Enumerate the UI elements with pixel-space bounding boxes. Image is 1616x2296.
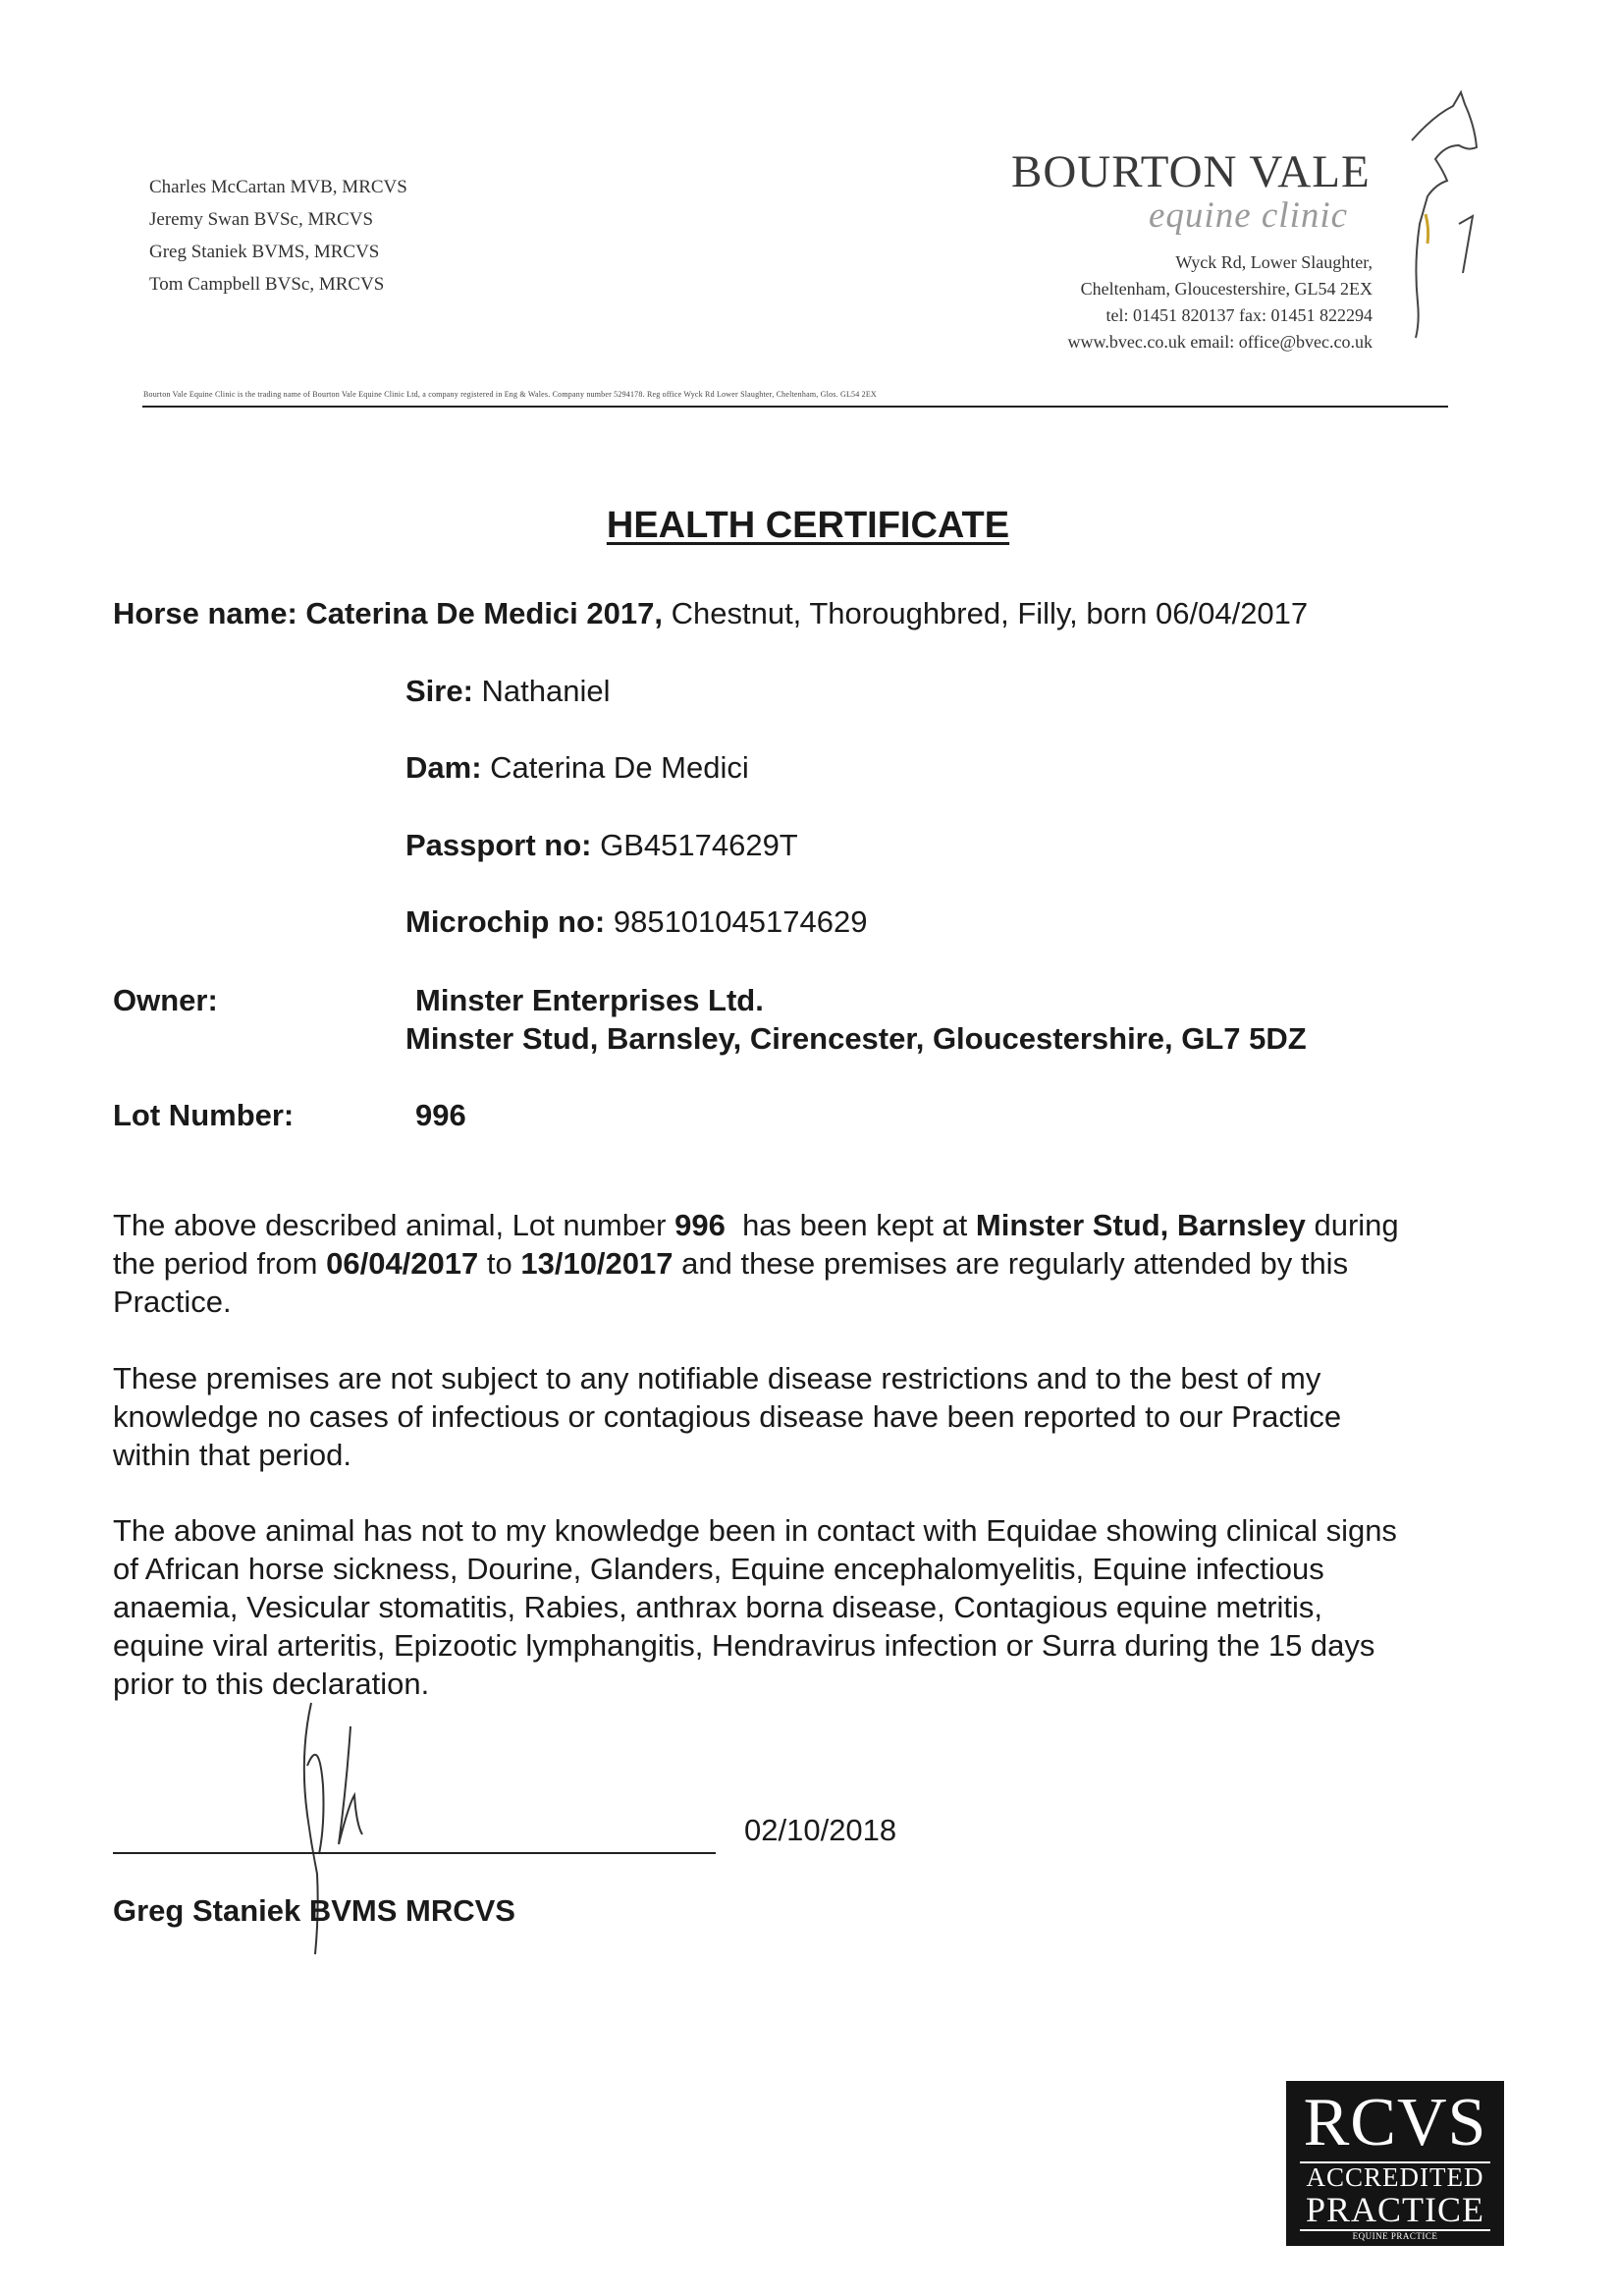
microchip-row (405, 904, 867, 940)
vet-name: Charles McCartan MVB, MRCVS (149, 177, 407, 197)
paragraph-line: within that period. (113, 1438, 351, 1472)
paragraph-line: anaemia, Vesicular stomatitis, Rabies, anthrax borna disease, Contagious equine metritis, (113, 1590, 1323, 1624)
header-divider (142, 406, 1448, 408)
owner-label: Owner: (113, 983, 218, 1017)
passport-label: Passport no: (405, 828, 592, 862)
passport-value: GB45174629T (600, 828, 798, 862)
paragraph-line: The above animal has not to my knowledge been in contact with Equidae showing clinical signs (113, 1513, 1397, 1548)
horse-name-label: Horse name: (113, 596, 297, 630)
lot-number-label: Lot Number: (113, 1098, 295, 1132)
vet-list (149, 171, 407, 301)
clinic-name: BOURTON VALE (1011, 146, 1371, 197)
company-legal-line: Bourton Vale Equine Clinic is the trading name of Bourton Vale Equine Clinic Ltd, a company registered in Eng & Wales. Company number 5294178. Reg office Wyck Rd Lower Slaughter, Cheltenham, Glos. GL54 2EX (143, 390, 877, 399)
paragraph-line: These premises are not subject to any notifiable disease restrictions and to the best of my (113, 1361, 1321, 1395)
signature-line (113, 1852, 716, 1854)
sire-label: Sire: (405, 674, 473, 708)
owner-company: Minster Enterprises Ltd. (415, 983, 764, 1017)
passport-row (405, 828, 798, 863)
web-email-line: www.bvec.co.uk email: office@bvec.co.uk (1067, 332, 1373, 352)
vet-name: Jeremy Swan BVSc, MRCVS (149, 209, 374, 230)
lot-number-value: 996 (415, 1098, 466, 1132)
paragraph-line: The above described animal, Lot number 996 has been kept at Minster Stud, Barnsley during (113, 1208, 1399, 1242)
sire-row (405, 674, 611, 709)
dam-label: Dam: (405, 750, 482, 785)
rcvs-accredited-badge (1286, 2081, 1504, 2246)
horse-head-logo-icon (1374, 86, 1482, 352)
badge-accredited: ACCREDITED (1306, 2162, 1484, 2192)
address-line: Cheltenham, Gloucestershire, GL54 2EX (1080, 279, 1373, 299)
paragraph-line: equine viral arteritis, Epizootic lymphangitis, Hendravirus infection or Surra during the 15 days (113, 1628, 1375, 1663)
sire-value: Nathaniel (481, 674, 611, 708)
badge-rcvs: RCVS (1303, 2085, 1487, 2160)
dam-row (405, 750, 749, 786)
paragraph-line: knowledge no cases of infectious or contagious disease have been reported to our Practice (113, 1399, 1342, 1434)
paragraph-line: Practice. (113, 1285, 232, 1319)
paragraph-premises-kept (113, 1206, 1527, 1321)
badge-practice: PRACTICE (1305, 2190, 1485, 2229)
owner-address: Minster Stud, Barnsley, Cirencester, Gloucestershire, GL7 5DZ (405, 1021, 1307, 1056)
microchip-value: 985101045174629 (613, 904, 868, 939)
horse-name-value: Caterina De Medici 2017, (305, 596, 663, 630)
vet-name: Tom Campbell BVSc, MRCVS (149, 274, 385, 295)
paragraph-line: the period from 06/04/2017 to 13/10/2017 and these premises are regularly attended by this (113, 1246, 1349, 1281)
horse-name-row (113, 596, 1308, 631)
microchip-label: Microchip no: (405, 904, 606, 939)
signature-date: 02/10/2018 (744, 1813, 897, 1847)
address-line: Wyck Rd, Lower Slaughter, (1175, 252, 1373, 272)
dam-value: Caterina De Medici (490, 750, 749, 785)
paragraph-line: of African horse sickness, Dourine, Glanders, Equine encephalomyelitis, Equine infectious (113, 1552, 1324, 1586)
clinic-address (1068, 249, 1373, 355)
clinic-subtitle: equine clinic (1149, 195, 1349, 236)
certificate-title: HEALTH CERTIFICATE (606, 505, 1010, 546)
paragraph-no-contact (113, 1511, 1527, 1703)
horse-description: Chestnut, Thoroughbred, Filly, born 06/04/2017 (671, 596, 1309, 630)
contact-line: tel: 01451 820137 fax: 01451 822294 (1105, 305, 1373, 325)
paragraph-no-restrictions (113, 1359, 1527, 1474)
badge-equine-practice: EQUINE PRACTICE (1352, 2231, 1438, 2241)
paragraph-line: prior to this declaration. (113, 1667, 430, 1701)
signatory-name: Greg Staniek BVMS MRCVS (113, 1893, 515, 1928)
vet-name: Greg Staniek BVMS, MRCVS (149, 242, 380, 262)
